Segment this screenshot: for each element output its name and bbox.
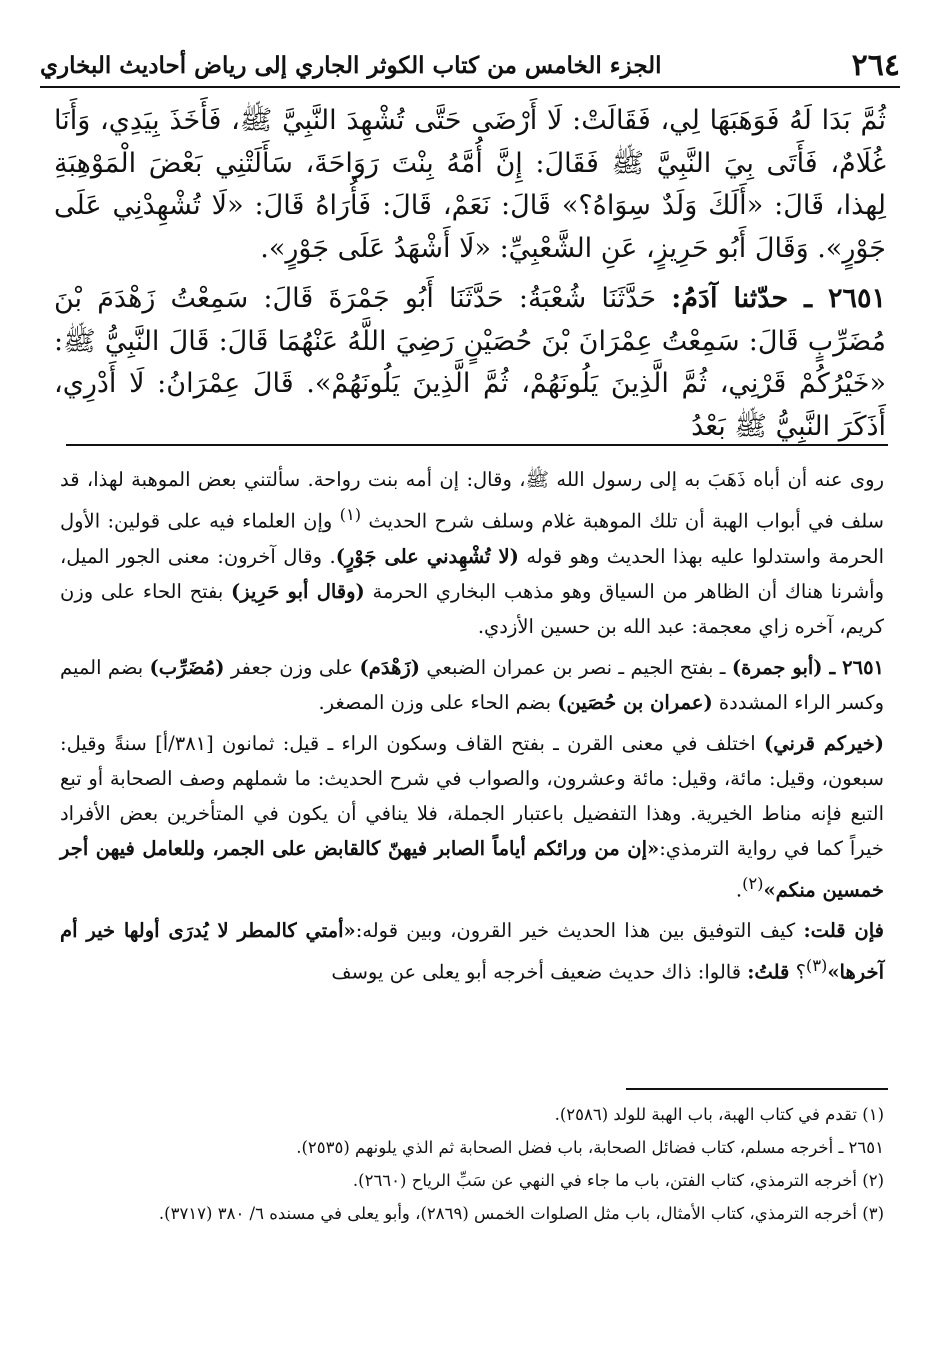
hadith-number-lead: ٢٦٥١ ـ حدّثنا آدَمُ: [671, 283, 886, 314]
text-run: كيف التوفيق بين هذا الحديث خير القرون، وبين قوله: [355, 919, 796, 942]
text-run: . [735, 878, 743, 901]
footnote: (٣) أخرجه الترمذي، كتاب الأمثال، باب مثل الصلوات الخمس (٢٨٦٩)، وأبو يعلى في مسنده ٦/ ٣٨٠ (٣٧١٧). [158, 1204, 884, 1223]
text-run: ؟ [795, 960, 806, 984]
hadith-paragraph [54, 278, 886, 448]
section-divider [66, 444, 888, 446]
text-run: بضم الحاء على وزن المصغر. [318, 690, 552, 714]
bold-text: «إن من ورائكم أياماً الصابر فيهنّ كالقابض على الجمر، وللعامل فيهن أجر خمسين منكم» [60, 836, 884, 901]
bold-text: فإن قلت: [803, 919, 884, 942]
text-run: قالوا: ذاك حديث ضعيف أخرجه أبو يعلى عن يوسف [331, 960, 742, 984]
footnote-divider [626, 1088, 888, 1090]
footnote-ref: (٣) [805, 956, 828, 975]
commentary-paragraph [60, 650, 884, 720]
footnote: (١) تقدم في كتاب الهبة، باب الهبة للولد (٢٥٨٦). [554, 1105, 884, 1124]
page-header [40, 44, 900, 88]
footnote-ref: (٢) [742, 873, 764, 893]
bold-text: (خيركم قرني) [763, 731, 884, 755]
bold-text: (لا تُشْهِدني على جَوْرٍ) [335, 544, 519, 568]
text-run: ـ بفتح الجيم ـ نصر بن عمران الضبعي [426, 655, 726, 679]
bold-text: قلتُ: [747, 960, 790, 984]
footnote: ٢٦٥١ ـ أخرجه مسلم، كتاب فضائل الصحابة، باب فضل الصحابة ثم الذي يلونهم (٢٥٣٥). [296, 1138, 884, 1157]
bold-text: «أمتي كالمطر لا يُدرَى أولها خير أم آخرها» [60, 919, 884, 984]
text-run: على وزن جعفر [230, 655, 354, 679]
bold-text: (وقال أبو حَرِيز) [231, 579, 365, 603]
text-run: بضم الميم وكسر الراء المشددة [60, 655, 884, 714]
commentary-paragraph [60, 726, 884, 908]
page-number: ٢٦٤ [851, 47, 900, 83]
bold-text: (زَهْدَم) [359, 655, 421, 679]
footnote-ref: (١) [339, 505, 362, 524]
commentary [60, 462, 884, 990]
bold-text: (مُضَرِّب) [149, 655, 225, 679]
text-run: روى عنه أن أباه ذَهَبَ به إلى رسول الله ﷺ، وقال: إن أمه بنت رواحة. سألتني بعض الموهبة لهذا، قد سلف في أبواب الهبة أن تلك الموهبة غلام وسلف شرح الحديث [60, 468, 884, 533]
hadith-text [54, 100, 886, 448]
hadith-body: حَدَّثَنَا شُعْبَةُ: حَدَّثَنَا أَبُو جَمْرَةَ قَالَ: سَمِعْتُ زَهْدَمَ بْنَ مُضَرِّبٍ قَالَ: سَمِعْتُ عِمْرَانَ بْنَ حُصَيْنٍ رَضِيَ اللَّهُ عَنْهُمَا قَالَ: قَالَ النَّبِيُّ ﷺ: «خَيْرُكُمْ قَرْنِي، ثُمَّ الَّذِينَ يَلُونَهُمْ، ثُمَّ الَّذِينَ يَلُونَهُمْ». قَالَ عِمْرَانُ: لَا أَدْرِي، أَذَكَرَ النَّبِيُّ ﷺ بَعْدُ [54, 283, 886, 442]
bold-text: (عمران بن حُصَين) [557, 690, 713, 714]
bold-text: ٢٦٥١ ـ (أبو جمرة) [731, 655, 885, 679]
footnotes [60, 1098, 884, 1230]
commentary-paragraph [60, 913, 884, 990]
commentary-paragraph [60, 462, 884, 644]
text-run: بفتح الحاء على وزن كريم، آخره زاي معجمة: عبد الله بن حسين الأزدي. [60, 579, 884, 638]
text-run: اختلف في معنى القرن ـ بفتح القاف وسكون الراء ـ قيل: ثمانون [٣٨١/أ] سنةً وقيل: سبعون، وقيل: مائة، وقيل: مائة وعشرون، والصواب في شرح الحديث: ما شملهم وصف الصحابة أو تبع التبع فإنه مناط الخيرية. وهذا التفضيل باعتبار الجملة، فلا ينافي أن يكون في المتأخرين بعض الأفراد خيراً كما في رواية الترمذي: [60, 731, 884, 860]
text-run: وإن العلماء فيه على قولين: الأول الحرمة واستدلوا عليه بهذا الحديث وهو قوله [60, 509, 884, 568]
footnote: (٢) أخرجه الترمذي، كتاب الفتن، باب ما جاء في النهي عن سَبِّ الرياح (٢٦٦٠). [352, 1171, 884, 1190]
text-run: . وقال آخرون: معنى الجور الميل، وأشرنا هناك أن الظاهر من السياق وهو مذهب البخاري الحرمة [60, 544, 885, 603]
running-title: الجزء الخامس من كتاب الكوثر الجاري إلى رياض أحاديث البخاري [40, 51, 662, 79]
hadith-paragraph: ثُمَّ بَدَا لَهُ فَوَهَبَهَا لِي، فَقَالَتْ: لَا أَرْضَى حَتَّى تُشْهِدَ النَّبِيَّ ﷺ، فَأَخَذَ بِيَدِي، وَأَنَا غُلَامٌ، فَأَتَى بِيَ النَّبِيَّ ﷺ فَقَالَ: إِنَّ أُمَّهُ بِنْتَ رَوَاحَةَ، سَأَلَتْنِي بَعْضَ الْمَوْهِبَةِ لِهذا، قَالَ: «أَلَكَ وَلَدٌ سِوَاهُ؟» قَالَ: نَعَمْ، قَالَ: فَأُرَاهُ قَالَ: «لَا تُشْهِدْنِي عَلَى جَوْرٍ». وَقَالَ أَبُو حَرِيزٍ، عَنِ الشَّعْبِيِّ: «لَا أَشْهَدُ عَلَى جَوْرٍ». [54, 105, 886, 264]
